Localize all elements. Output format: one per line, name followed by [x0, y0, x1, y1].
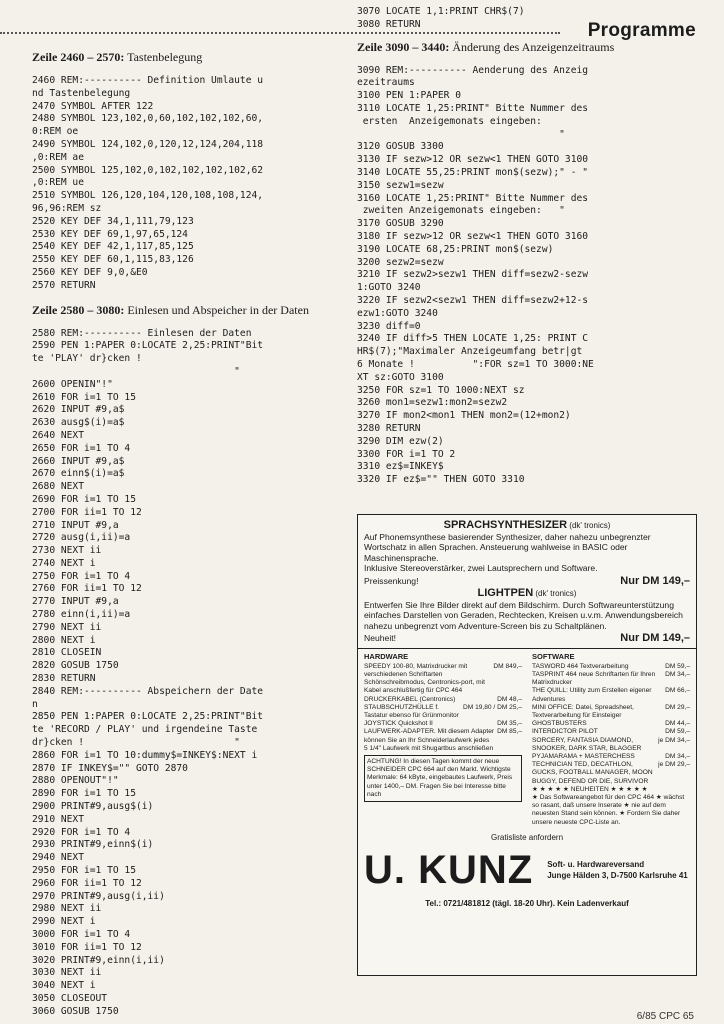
product-title-lightpen: LIGHTPEN (dk' tronics) — [477, 587, 577, 599]
section-title-einlesen: Zeile 2580 – 3080: Einlesen und Abspeicher in der Daten — [32, 302, 309, 317]
software-list — [532, 653, 690, 827]
hw-item — [364, 704, 522, 720]
sw-item-name: THE QUILL: Utility zum Erstellen eigener Adventures — [532, 687, 652, 703]
hw-item-price: DM 85,– — [497, 728, 522, 736]
sw-item-price: DM 66,– — [665, 687, 690, 695]
product-title-synth: SPRACHSYNTHESIZER (dk' tronics) — [443, 519, 611, 531]
price-lightpen: Nur DM 149,– — [620, 632, 690, 644]
sw-item — [532, 761, 690, 786]
section-title-tastenbelegung: Zeile 2460 – 2570: Tastenbelegung — [32, 50, 203, 64]
hardware-heading: HARDWARE — [364, 651, 409, 661]
hw-item-price: DM 19,80 / DM 25,– — [462, 703, 522, 711]
software-note-heading: ★ ★ ★ ★ ★ NEUHEITEN ★ ★ ★ ★ ★ — [532, 785, 648, 793]
hw-item — [364, 663, 522, 696]
hw-item-price: DM 35,– — [497, 720, 522, 728]
hw-item — [364, 728, 522, 753]
section-header: Programme — [587, 20, 696, 41]
hw-item — [364, 696, 522, 704]
sw-item-name: TECHNICIAN TED, DECATHLON, GUCKS, FOOTBALL MANAGER, MOON BUGGY, DEFEND OR DIE, SURVIVOR — [532, 761, 653, 785]
page-footer: 6/85 CPC 65 — [636, 1011, 694, 1022]
product-lists — [358, 653, 696, 827]
sw-item — [532, 720, 690, 728]
hardware-note: ACHTUNG! In diesen Tagen kommt der neue SCHNEIDER CPC 664 auf den Markt. Wichtigste Merkmale: 64 kByte, eingebautes Laufwerk, Preis unter 1400,– DM. Fragen Sie bei Interesse bitte nach — [364, 755, 522, 802]
sw-item — [532, 753, 690, 761]
sw-item — [532, 671, 690, 687]
left-column — [32, 50, 332, 1019]
sw-item — [532, 687, 690, 703]
software-heading: SOFTWARE — [532, 651, 575, 661]
hw-item-price: DM 849,– — [493, 662, 522, 670]
hw-item-name: SPEEDY 100-80, Matrixdrucker mit verschiedenen Schriftarten Schönschreibmodus, Centronics-port, mit Kabel anschlußfertig für CPC 464 — [364, 662, 485, 695]
code-listing-3070: 3070 LOCATE 1,1:PRINT CHR$(7) 3080 RETURN — [357, 6, 525, 30]
code-listing-3090: 3090 REM:---------- Aenderung des Anzeig ezeitraums 3100 PEN 1:PAPER 0 3110 LOCATE 1,25:PRINT" Bitte Nummer des ersten Anzeigemonats eingeben: " 3120 GOSUB 3300 3130 IF sezw>12 OR sezw<1 THEN GOTO 3100 3140 LOCATE 55,25:PRINT mon$(sezw);" - " 3150 sezw1=sezw 3160 LOCATE 1,25:PRINT" Bitte Nummer des zweiten Anzeigemonats eingeben: " 3170 GOSUB 3290 3180 IF sezw>12 OR sezw<1 THEN GOTO 3160 3190 LOCATE 68,25:PRINT mon$(sezw) 3200 sezw2=sezw 3210 IF sezw2>sezw1 THEN diff=sezw2-sezw 1:GOTO 3240 3220 IF sezw2<sezw1 THEN diff=sezw2+12-s ezw1:GOTO 3240 3230 diff=0 3240 IF diff>5 THEN LOCATE 1,25: PRINT C HR$(7);"Maximaler Anzeigeumfang betr|gt 6 Monate ! ":FOR sz=1 TO 3000:NE XT sz:GOTO 3100 3250 FOR sz=1 TO 1000:NEXT sz 3260 mon1=sezw1:mon2=sezw2 3270 IF mon2<mon1 THEN mon2=(12+mon2) 3280 RETURN 3290 DIM ezw(2) 3300 FOR i=1 TO 2 3310 ez$=INKEY$ 3320 IF ez$="" THEN GOTO 3310 — [357, 64, 594, 486]
sw-item — [532, 737, 690, 753]
hw-item-name: JOYSTICK Quickshot II — [364, 720, 433, 728]
sw-item-price: DM 44,– — [665, 720, 690, 728]
code-listing-2580: 2580 REM:---------- Einlesen der Daten 2590 PEN 1:PAPER 0:LOCATE 2,25:PRINT"Bit te 'PLAY' dr}cken ! " 2600 OPENIN"!" 2610 FOR i=1 TO 15 2620 INPUT #9,a$ 2630 ausg$(i)=a$ 2640 NEXT 2650 FOR i=1 TO 4 2660 INPUT #9,a$ 2670 einn$(i)=a$ 2680 NEXT 2690 FOR i=1 TO 15 2700 FOR ii=1 TO 12 2710 INPUT #9,a 2720 ausg(i,ii)=a 2730 NEXT ii 2740 NEXT i 2750 FOR i=1 TO 4 2760 FOR ii=1 TO 12 2770 INPUT #9,a 2780 einn(i,ii)=a 2790 NEXT ii 2800 NEXT i 2810 CLOSEIN 2820 GOSUB 1750 2830 RETURN 2840 REM:---------- Abspeichern der Date n 2850 PEN 1:PAPER 0:LOCATE 2,25:PRINT"Bit te 'RECORD / PLAY' und irgendeine Taste dr}cken ! " 2860 FOR i=1 TO 10:dummy$=INKEY$:NEXT i 2870 IF INKEY$="" GOTO 2870 2880 OPENOUT"!" 2890 FOR i=1 TO 15 2900 PRINT#9,ausg$(i) 2910 NEXT 2920 FOR i=1 TO 4 2930 PRINT#9,einn$(i) 2940 NEXT 2950 FOR i=1 TO 15 2960 FOR ii=1 TO 12 2970 PRINT#9,ausg(i,ii) 2980 NEXT ii 2990 NEXT i 3000 FOR i=1 TO 4 3010 FOR ii=1 TO 12 3020 PRINT#9,einn(i,ii) 3030 NEXT ii 3040 NEXT i 3050 CLOSEOUT 3060 GOSUB 1750 — [32, 327, 264, 1017]
sw-item — [532, 704, 690, 720]
sw-item-name: TASWORD 464 Textverarbeitung — [532, 662, 629, 670]
sw-item — [532, 663, 690, 671]
sw-item-price: DM 29,– — [665, 703, 690, 711]
hw-item-name: STAUBSCHUTZHÜLLE f. Tastatur ebenso für Grünmonitor — [364, 703, 459, 719]
hw-item — [364, 720, 522, 728]
new-tag: Neuheit! — [364, 633, 397, 643]
product-desc-synth-2: Inklusive Stereoverstärker, zwei Lautsprechern und Software. — [364, 563, 598, 573]
sw-item-price: DM 59,– — [665, 728, 690, 736]
code-listing-2460: 2460 REM:---------- Definition Umlaute u nd Tastenbelegung 2470 SYMBOL AFTER 122 2480 SYMBOL 123,102,0,60,102,102,102,60, 0:REM oe 2490 SYMBOL 124,102,0,120,12,124,204,118 ,0:REM ae 2500 SYMBOL 125,102,0,102,102,102,102,62 ,0:REM ue 2510 SYMBOL 126,120,104,120,108,108,124, 96,96:REM sz 2520 KEY DEF 34,1,111,79,123 2530 KEY DEF 69,1,97,65,124 2540 KEY DEF 42,1,117,85,125 2550 KEY DEF 60,1,115,83,126 2560 KEY DEF 9,0,&E0 2570 RETURN — [32, 75, 264, 291]
sw-item — [532, 728, 690, 736]
promo-tag: Preissenkung! — [364, 575, 419, 586]
hw-item-name: LAUFWERK-ADAPTER. Mit diesem Adapter können Sie an Ihr Schneiderlaufwerk jedes 5 1/4" Laufwerk mit Shugartbus anschließen — [364, 728, 495, 752]
sw-item-name: SORCERY, FANTASIA DIAMOND, SNOOKER, DARK STAR, BLAGGER — [532, 736, 642, 752]
sw-item-name: GHOSTBUSTERS — [532, 720, 587, 728]
sw-item-price: je DM 29,– — [658, 761, 690, 769]
sw-item-price: DM 34,– — [665, 752, 690, 760]
price-synth: Nur DM 149,– — [620, 574, 690, 587]
product-desc-synth: Auf Phonemsynthese basierender Synthesizer, daher nahezu unbegrenzter Wortschatz in allen Sprachen. Ansteuerung wahlweise in BASIC oder Maschinensprache. — [364, 531, 651, 563]
company-address: Soft- u. Hardwareversand Junge Hälden 3, D-7500 Karlsruhe 41 — [547, 860, 688, 881]
hw-item-price: DM 48,– — [497, 695, 522, 703]
sw-item-name: MINI OFFICE: Datei, Spreadsheet, Textverarbeitung für Einsteiger — [532, 703, 634, 719]
sw-item-name: TASPRINT 464 neue Schriftarten für Ihren Matrixdrucker — [532, 670, 656, 687]
gratis-list-note: Gratisliste anfordern — [490, 832, 564, 842]
company-phone: Tel.: 0721/481812 (tägl. 18-20 Uhr). Kein Ladenverkauf — [425, 899, 629, 909]
right-column — [357, 6, 697, 487]
hw-item-name: DRUCKERKABEL (Centronics) — [364, 695, 456, 703]
hardware-list — [364, 653, 522, 827]
software-note: ★ Das Softwareangebot für den CPC 464 ★ wächst so rasant, daß unsere Inserate ★ nie auf dem neuesten Stand sein können. ★ Fordern Sie daher unsere neueste CPC-Liste an. — [532, 793, 685, 826]
sw-item-price: DM 59,– — [665, 662, 690, 670]
sw-item-name: INTERDICTOR PILOT — [532, 728, 598, 736]
sw-item-price: DM 34,– — [665, 670, 690, 678]
company-logo: U. KUNZ — [364, 848, 534, 893]
section-title-anzeigenzeitraum: Zeile 3090 – 3440: Änderung des Anzeigenzeitraums — [357, 39, 615, 54]
product-desc-lightpen: Entwerfen Sie Ihre Bilder direkt auf dem Bildschirm. Durch Softwareunterstützung einfaches Darstellen von Geraden, Rechtecken, Kreisen u.v.m. Anwendungsbereich nahezu unbegrenzt vom Adventure-Screen bis zu Schaltplänen. — [364, 599, 683, 631]
advertisement-kunz — [357, 514, 697, 976]
sw-item-price: je DM 34,– — [658, 736, 690, 744]
sw-item-name: PYJAMARAMA + MASTERCHESS — [532, 752, 635, 760]
